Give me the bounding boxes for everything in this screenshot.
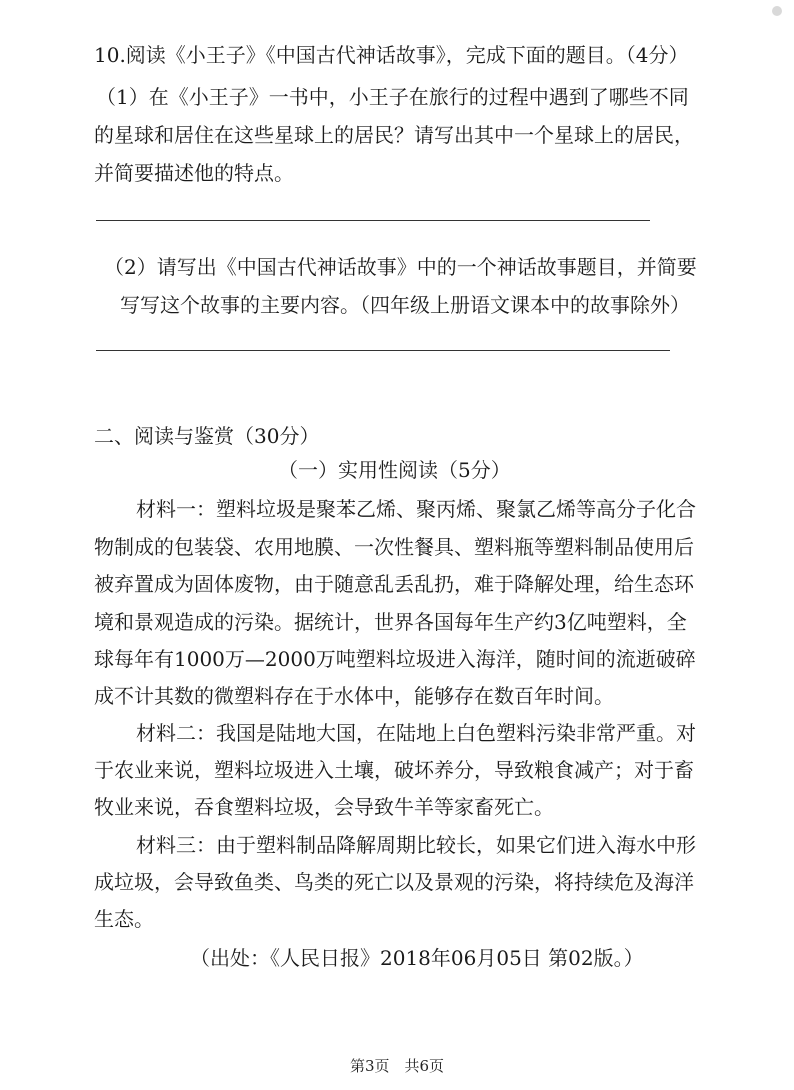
section-heading: 二、阅读与鉴赏（30分） — [94, 424, 320, 448]
material-2-line: 于农业来说，塑料垃圾进入土壤，破坏养分，导致粮食减产；对于畜 — [94, 758, 694, 782]
material-3-line: 生态。 — [94, 907, 154, 931]
question-10-part1-line: 的星球和居住在这些星球上的居民？请写出其中一个星球上的居民， — [94, 123, 694, 147]
answer-line-part2[interactable] — [96, 350, 670, 351]
page-number-footer: 第3页 共6页 — [349, 1057, 445, 1075]
material-3-line: 成垃圾，会导致鱼类、鸟类的死亡以及景观的污染，将持续危及海洋 — [94, 870, 694, 894]
answer-line-part1[interactable] — [96, 220, 650, 221]
section-subheading: （一）实用性阅读（5分） — [278, 458, 511, 482]
question-10-title: 10.阅读《小王子》《中国古代神话故事》，完成下面的题目。（4分） — [94, 43, 689, 67]
material-1-line: 球每年有1000万—2000万吨塑料垃圾进入海洋，随时间的流逝破碎 — [94, 647, 696, 671]
material-1-line: 物制成的包装袋、农用地膜、一次性餐具、塑料瓶等塑料制品使用后 — [94, 535, 694, 559]
question-10-part1-line: （1）在《小王子》一书中，小王子在旅行的过程中遇到了哪些不同 — [96, 85, 689, 109]
question-10-part1-line: 并简要描述他的特点。 — [94, 161, 294, 185]
material-1-line: 境和景观造成的污染。据统计，世界各国每年生产约3亿吨塑料，全 — [94, 610, 687, 634]
material-1-line: 被弃置成为固体废物，由于随意乱丢乱扔，难于降解处理，给生态环 — [94, 572, 694, 596]
material-1-line: 成不计其数的微塑料存在于水体中，能够存在数百年时间。 — [94, 684, 614, 708]
question-10-part2-line: 写写这个故事的主要内容。（四年级上册语文课本中的故事除外） — [120, 293, 690, 317]
material-2-line: 材料二：我国是陆地大国，在陆地上白色塑料污染非常严重。对 — [136, 721, 696, 745]
scan-dot-mark — [772, 6, 782, 16]
question-10-part2-line: （2）请写出《中国古代神话故事》中的一个神话故事题目，并简要 — [104, 255, 697, 279]
source-citation: （出处：《人民日报》2018年06月05日 第02版。） — [190, 946, 644, 970]
material-1-line: 材料一：塑料垃圾是聚苯乙烯、聚丙烯、聚氯乙烯等高分子化合 — [136, 497, 696, 521]
material-3-line: 材料三：由于塑料制品降解周期比较长，如果它们进入海水中形 — [136, 833, 696, 857]
material-2-line: 牧业来说，吞食塑料垃圾，会导致牛羊等家畜死亡。 — [94, 795, 554, 819]
